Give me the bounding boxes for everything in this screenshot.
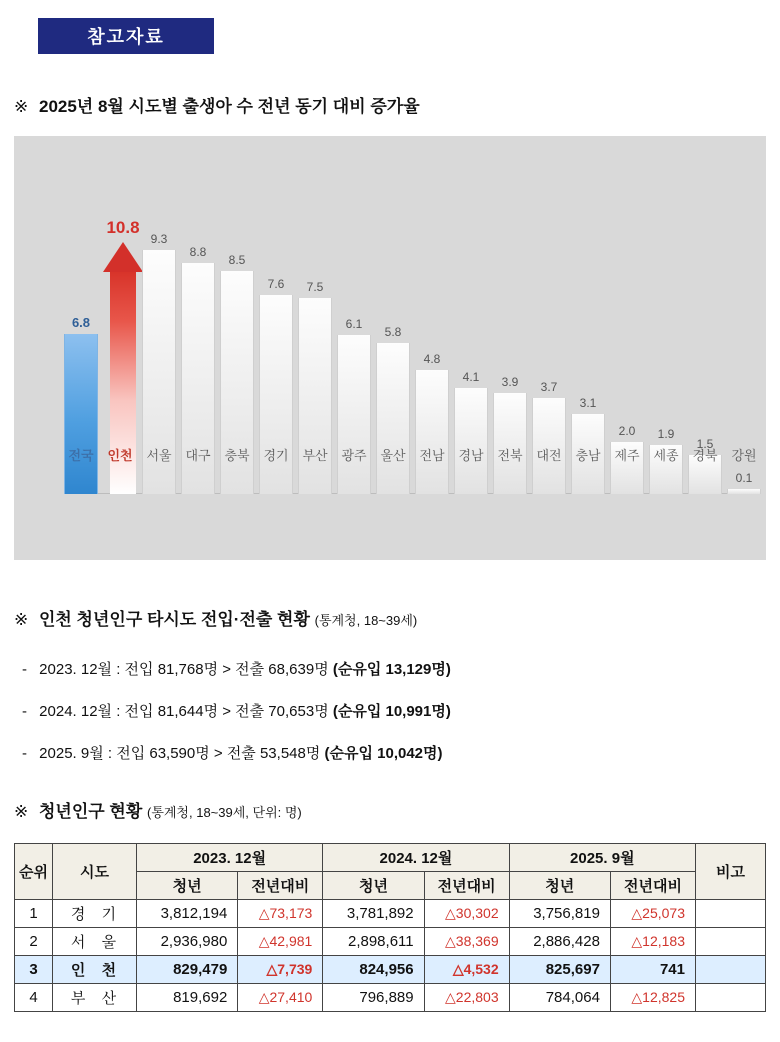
chart-x-label: 서울 xyxy=(146,448,172,463)
table-header-row xyxy=(15,844,766,872)
cell-yoy-2024: △4,532 xyxy=(424,956,509,984)
cell-youth-2025: 784,064 xyxy=(509,984,610,1012)
cell-youth-2023: 829,479 xyxy=(137,956,238,984)
cell-note xyxy=(696,928,766,956)
cell-yoy-2024: △30,302 xyxy=(424,900,509,928)
cell-sido: 인 천 xyxy=(53,956,137,984)
chart-x-label: 세종 xyxy=(653,448,679,463)
col-sido: 시도 xyxy=(53,844,137,900)
table-row xyxy=(15,900,766,928)
cell-rank: 1 xyxy=(15,900,53,928)
cell-youth-2025: 825,697 xyxy=(509,956,610,984)
cell-yoy-2025: 741 xyxy=(610,956,695,984)
cell-yoy-2023: △42,981 xyxy=(238,928,323,956)
table-row xyxy=(15,928,766,956)
section-title-youth-population xyxy=(14,797,302,822)
chart-x-label: 전북 xyxy=(497,448,523,463)
cell-yoy-2024: △38,369 xyxy=(424,928,509,956)
chart-x-label-highlight: 인천 xyxy=(107,448,133,463)
chart-bar xyxy=(64,334,98,494)
list-dash: - xyxy=(22,661,27,678)
list-item-strong: (순유입 13,129명) xyxy=(332,661,451,678)
col-rank: 순위 xyxy=(15,844,53,900)
list-item xyxy=(22,700,451,721)
cell-rank: 2 xyxy=(15,928,53,956)
section-title-text: 2025년 8월 시도별 출생아 수 전년 동기 대비 증가율 xyxy=(38,97,420,116)
list-item-text: 2025. 9월 : 전입 63,590명 > 전출 53,548명 xyxy=(39,745,321,762)
chart-bar xyxy=(337,335,371,494)
cell-youth-2024: 3,781,892 xyxy=(323,900,424,928)
list-dash: - xyxy=(22,703,27,720)
col-group-2024: 2024. 12월 xyxy=(323,844,509,872)
list-item xyxy=(22,742,443,763)
chart-bar-value: 3.7 xyxy=(540,380,558,394)
cell-yoy-2024: △22,803 xyxy=(424,984,509,1012)
section-title-text: 청년인구 현황 xyxy=(38,802,143,821)
chart-bar-value: 2.0 xyxy=(618,424,636,438)
cell-yoy-2025: △12,825 xyxy=(610,984,695,1012)
section-mark-icon: ※ xyxy=(14,97,29,116)
cell-youth-2023: 819,692 xyxy=(137,984,238,1012)
section-title-youth-migration xyxy=(14,605,417,630)
section-title-birthrate xyxy=(14,92,420,117)
list-item-text: 2023. 12월 : 전입 81,768명 > 전출 68,639명 xyxy=(39,661,329,678)
col-youth-2025: 청년 xyxy=(509,872,610,900)
cell-youth-2023: 2,936,980 xyxy=(137,928,238,956)
chart-bar-value: 4.1 xyxy=(462,370,480,384)
chart-bar xyxy=(298,298,332,494)
chart-x-label: 전남 xyxy=(419,448,445,463)
list-dash: - xyxy=(22,745,27,762)
col-yoy-2023: 전년대비 xyxy=(238,872,323,900)
chart-bar xyxy=(415,370,449,494)
list-item-strong: (순유입 10,042명) xyxy=(324,745,443,762)
chart-bar-value: 6.8 xyxy=(71,315,91,330)
section-subtitle: (통계청, 18~39세, 단위: 명) xyxy=(146,805,302,820)
chart-bar-value: 3.9 xyxy=(501,375,519,389)
cell-note xyxy=(696,984,766,1012)
cell-youth-2024: 824,956 xyxy=(323,956,424,984)
chart-bar-value-highlight: 10.8 xyxy=(106,218,140,237)
chart-plot-area xyxy=(48,146,757,556)
cell-yoy-2025: △12,183 xyxy=(610,928,695,956)
chart-bar-value: 7.6 xyxy=(267,277,285,291)
chart-x-label: 경남 xyxy=(458,448,484,463)
arrow-head-icon xyxy=(103,242,143,272)
section-title-text: 인천 청년인구 타시도 전입·전출 현황 xyxy=(38,610,310,629)
section-mark-icon: ※ xyxy=(14,610,29,629)
reference-badge: 참고자료 xyxy=(38,18,214,54)
chart-x-label: 충남 xyxy=(575,448,601,463)
chart-x-label: 경북 xyxy=(692,448,718,463)
chart-x-label: 광주 xyxy=(341,448,367,463)
list-item xyxy=(22,658,451,679)
birthrate-chart-panel xyxy=(14,136,766,560)
chart-bar-value: 7.5 xyxy=(306,280,324,294)
cell-youth-2023: 3,812,194 xyxy=(137,900,238,928)
cell-sido: 서 울 xyxy=(53,928,137,956)
cell-youth-2024: 2,898,611 xyxy=(323,928,424,956)
cell-yoy-2023: △73,173 xyxy=(238,900,323,928)
cell-sido: 경 기 xyxy=(53,900,137,928)
list-item-text: 2024. 12월 : 전입 81,644명 > 전출 70,653명 xyxy=(39,703,329,720)
chart-bar xyxy=(454,388,488,494)
col-note: 비고 xyxy=(696,844,766,900)
chart-bar xyxy=(259,295,293,494)
chart-bar-value: 3.1 xyxy=(579,396,597,410)
cell-yoy-2023: △27,410 xyxy=(238,984,323,1012)
col-group-2023: 2023. 12월 xyxy=(137,844,323,872)
chart-bar-value: 0.1 xyxy=(735,471,753,485)
chart-bar-value: 5.8 xyxy=(384,325,402,339)
col-yoy-2024: 전년대비 xyxy=(424,872,509,900)
chart-bar-value: 1.9 xyxy=(657,427,675,441)
cell-yoy-2023: △7,739 xyxy=(238,956,323,984)
table-row-highlight xyxy=(15,956,766,984)
chart-bar-value: 1.5 xyxy=(696,437,714,451)
chart-x-label: 충북 xyxy=(224,448,250,463)
col-group-2025: 2025. 9월 xyxy=(509,844,695,872)
chart-x-label: 경기 xyxy=(263,448,289,463)
chart-bar xyxy=(727,489,761,494)
chart-x-label: 전국 xyxy=(68,448,94,463)
cell-youth-2025: 2,886,428 xyxy=(509,928,610,956)
chart-bar-value: 4.8 xyxy=(423,352,441,366)
youth-population-table-wrap xyxy=(14,843,766,1012)
list-item-strong: (순유입 10,991명) xyxy=(332,703,451,720)
col-yoy-2025: 전년대비 xyxy=(610,872,695,900)
section-subtitle: (통계청, 18~39세) xyxy=(314,613,418,628)
cell-yoy-2025: △25,073 xyxy=(610,900,695,928)
chart-x-label: 강원 xyxy=(731,448,757,463)
youth-population-table xyxy=(14,843,766,1012)
chart-bar-value: 9.3 xyxy=(150,232,168,246)
col-youth-2023: 청년 xyxy=(137,872,238,900)
chart-x-label: 제주 xyxy=(614,448,640,463)
cell-note xyxy=(696,956,766,984)
cell-rank: 3 xyxy=(15,956,53,984)
chart-x-label: 울산 xyxy=(380,448,406,463)
section-mark-icon: ※ xyxy=(14,802,29,821)
chart-x-label: 부산 xyxy=(302,448,328,463)
chart-bar xyxy=(376,343,410,494)
cell-note xyxy=(696,900,766,928)
table-row xyxy=(15,984,766,1012)
chart-bar xyxy=(493,393,527,494)
chart-bar-value: 6.1 xyxy=(345,317,363,331)
cell-rank: 4 xyxy=(15,984,53,1012)
cell-sido: 부 산 xyxy=(53,984,137,1012)
chart-bar-value: 8.5 xyxy=(228,253,246,267)
chart-x-label: 대구 xyxy=(185,448,211,463)
chart-x-label: 대전 xyxy=(536,448,562,463)
col-youth-2024: 청년 xyxy=(323,872,424,900)
cell-youth-2024: 796,889 xyxy=(323,984,424,1012)
chart-bar-value: 8.8 xyxy=(189,245,207,259)
cell-youth-2025: 3,756,819 xyxy=(509,900,610,928)
